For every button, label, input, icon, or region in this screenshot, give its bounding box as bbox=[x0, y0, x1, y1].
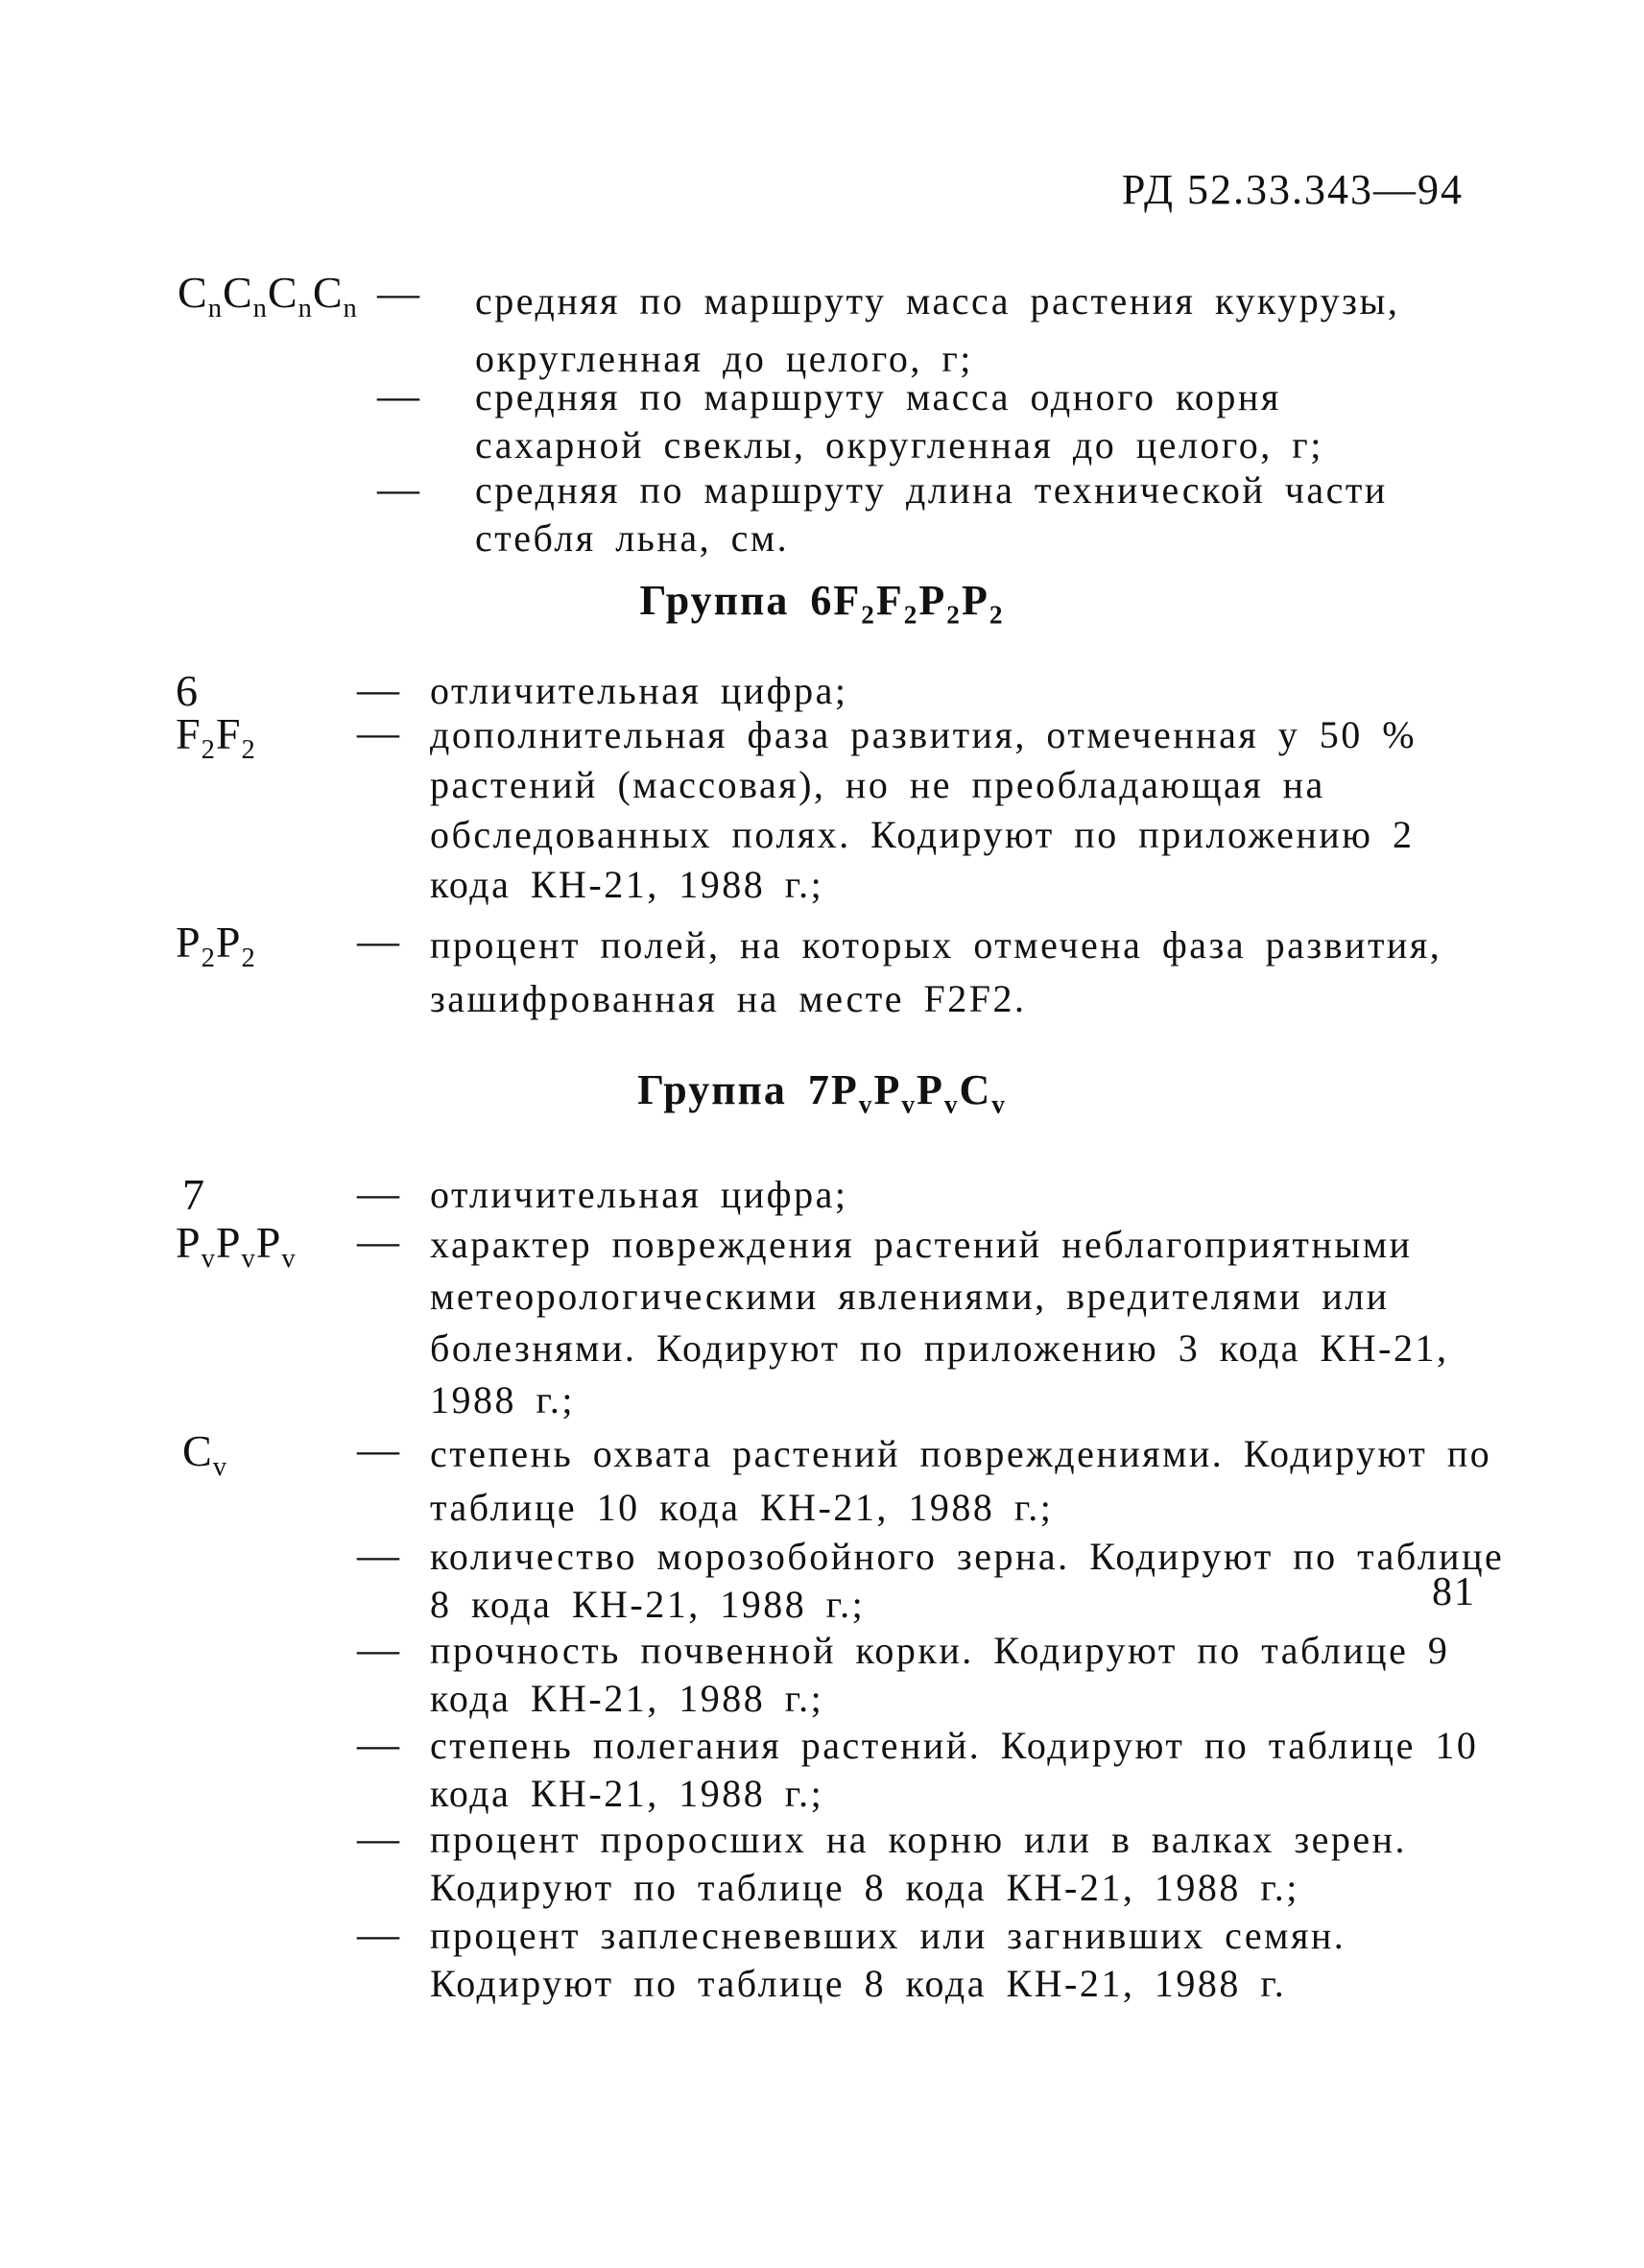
definition-text: процент заплесневевших или загнивших семян. Кодируют по таблице 8 кода КН-21, 1988 г. bbox=[430, 1914, 1346, 2005]
symbol-cv: $C_v$ bbox=[182, 1426, 227, 1482]
definition-text: прочность почвенной корки. Кодируют по таблице 9 кода КН-21, 1988 г.; bbox=[430, 1629, 1450, 1720]
dash: — bbox=[357, 1170, 399, 1217]
group-7-heading bbox=[0, 1065, 1644, 1119]
group-code: $6F_2F_2P_2P_2$ bbox=[810, 577, 1005, 630]
symbol-digit-7: 7 bbox=[182, 1170, 205, 1219]
symbol-pvpvpv: $P_vP_vP_v$ bbox=[176, 1218, 297, 1274]
dash: — bbox=[357, 709, 399, 756]
definition-text: дополнительная фаза развития, отмеченная у 50 % растений (массовая), но не преобладающая на обследованных полях. Кодируют по приложению 2 кода КН-21, 1988 г.; bbox=[430, 713, 1418, 906]
dash: — bbox=[357, 1911, 399, 1958]
page-number: 81 bbox=[1432, 1570, 1476, 1614]
dash: — bbox=[357, 1532, 399, 1579]
definition-text: процент проросших на корню или в валках зерен. Кодируют по таблице 8 кода КН-21, 1988 г.; bbox=[430, 1818, 1408, 1909]
dash: — bbox=[377, 270, 419, 317]
definition-text: средняя по маршруту масса растения кукурузы, округленная до целого, г; bbox=[475, 279, 1400, 380]
definition-text: характер повреждения растений неблагоприятными метеорологическими явлениями, вредителями или болезнями. Кодируют по приложению 3 кода КН-21, 1988 г.; bbox=[430, 1223, 1449, 1421]
definition-text: отличительная цифра; bbox=[430, 669, 848, 712]
definition-text: количество морозобойного зерна. Кодируют по таблице 8 кода КН-21, 1988 г.; bbox=[430, 1535, 1505, 1626]
dash: — bbox=[377, 372, 419, 419]
definition-text: процент полей, на которых отмечена фаза развития, зашифрованная на месте F2F2. bbox=[430, 923, 1442, 1020]
symbol-cn: $C_nC_nC_nC_n$ bbox=[178, 268, 358, 323]
dash: — bbox=[357, 1815, 399, 1862]
definition-text: отличительная цифра; bbox=[430, 1173, 848, 1216]
symbol-digit-6: 6 bbox=[176, 666, 199, 715]
dash: — bbox=[357, 1721, 399, 1768]
definition-text: средняя по маршруту длина технической части стебля льна, см. bbox=[475, 468, 1388, 560]
dash: — bbox=[357, 1218, 399, 1265]
dash: — bbox=[357, 1426, 399, 1473]
group-code: $7P_vP_vP_vC_v$ bbox=[807, 1066, 1007, 1119]
group-label: Группа bbox=[639, 577, 790, 624]
document-code: РД 52.33.343—94 bbox=[1121, 166, 1464, 213]
group-6-heading bbox=[0, 576, 1644, 630]
definition-text: средняя по маршруту масса одного корня сахарной свеклы, округленная до целого, г; bbox=[475, 375, 1323, 466]
symbol-f2f2: $F_2F_2$ bbox=[176, 709, 256, 765]
dash: — bbox=[357, 666, 399, 713]
dash: — bbox=[357, 918, 399, 965]
definition-text: степень охвата растений повреждениями. Кодируют по таблице 10 кода КН-21, 1988 г.; bbox=[430, 1432, 1492, 1529]
dash: — bbox=[357, 1626, 399, 1673]
symbol-p2p2: $P_2P_2$ bbox=[176, 918, 256, 973]
dash: — bbox=[377, 466, 419, 513]
group-label: Группа bbox=[637, 1066, 787, 1113]
definition-text: степень полегания растений. Кодируют по таблице 10 кода КН-21, 1988 г.; bbox=[430, 1724, 1479, 1815]
